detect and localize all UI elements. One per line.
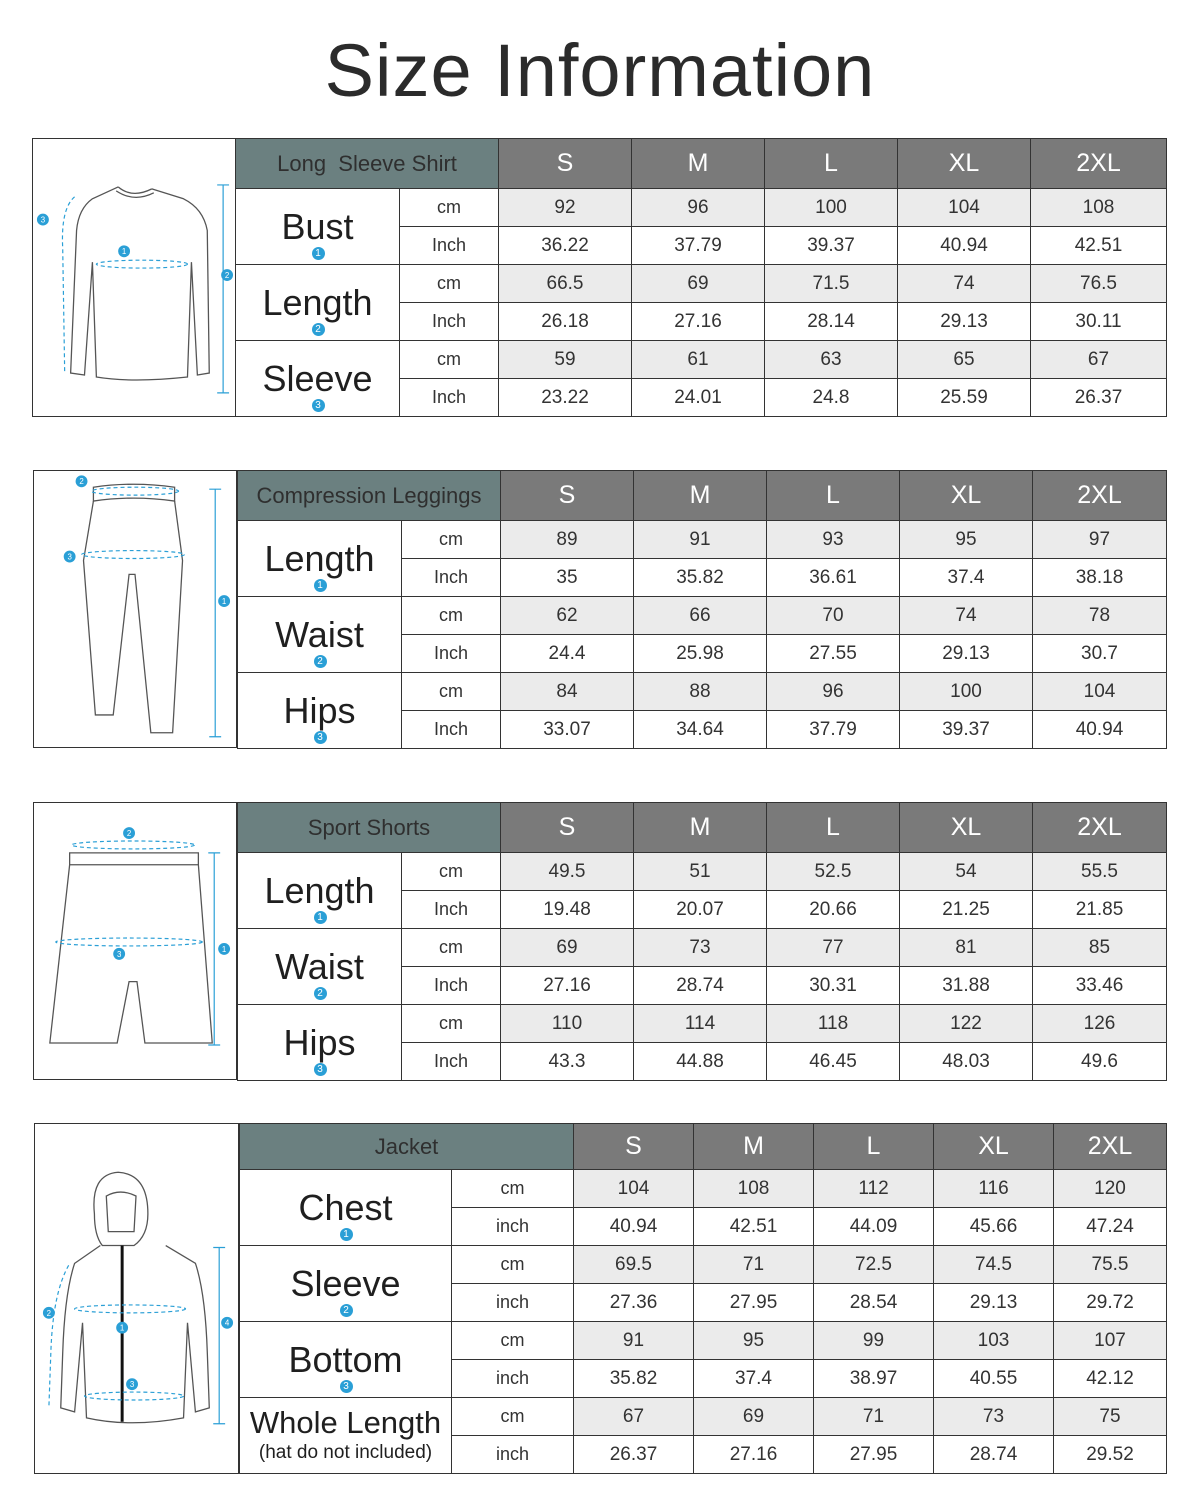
size-value: 29.52 (1054, 1436, 1167, 1474)
unit-label: cm (452, 1170, 574, 1208)
unit-label: cm (400, 189, 499, 227)
unit-label: inch (452, 1284, 574, 1322)
size-value: 23.22 (499, 379, 632, 417)
size-value: 91 (574, 1322, 694, 1360)
size-value: 37.79 (632, 227, 765, 265)
measurement-name: Hips (283, 1021, 356, 1063)
measurement-label (238, 1005, 402, 1081)
size-value: 44.88 (634, 1043, 767, 1081)
unit-label: cm (402, 673, 501, 711)
unit-label: cm (452, 1246, 574, 1284)
size-header: M (694, 1124, 814, 1170)
measurement-number-badge: 1 (312, 247, 325, 260)
size-value: 95 (694, 1322, 814, 1360)
measurement-name: Hips (283, 689, 356, 731)
size-value: 25.59 (898, 379, 1031, 417)
size-value: 114 (634, 1005, 767, 1043)
measurement-label (240, 1398, 452, 1474)
size-value: 66.5 (499, 265, 632, 303)
size-value: 27.36 (574, 1284, 694, 1322)
size-value: 69 (694, 1398, 814, 1436)
size-value: 37.4 (694, 1360, 814, 1398)
size-value: 29.13 (900, 635, 1033, 673)
size-value: 38.18 (1033, 559, 1167, 597)
unit-label: cm (452, 1322, 574, 1360)
size-value: 36.22 (499, 227, 632, 265)
size-value: 26.18 (499, 303, 632, 341)
size-value: 51 (634, 853, 767, 891)
size-value: 95 (900, 521, 1033, 559)
size-value: 118 (767, 1005, 900, 1043)
measurement-name: Waist (275, 945, 364, 987)
leggings-illustration (33, 470, 237, 748)
measurement-number-badge: 1 (314, 911, 327, 924)
size-value: 44.09 (814, 1208, 934, 1246)
size-value: 46.45 (767, 1043, 900, 1081)
size-value: 40.94 (574, 1208, 694, 1246)
table-name: Jacket (240, 1124, 574, 1170)
measurement-label (238, 597, 402, 673)
size-value: 28.54 (814, 1284, 934, 1322)
size-value: 96 (767, 673, 900, 711)
size-value: 63 (765, 341, 898, 379)
size-value: 21.25 (900, 891, 1033, 929)
size-value: 27.55 (767, 635, 900, 673)
unit-label: cm (402, 853, 501, 891)
size-value: 71.5 (765, 265, 898, 303)
size-value: 52.5 (767, 853, 900, 891)
size-value: 26.37 (574, 1436, 694, 1474)
size-value: 116 (934, 1170, 1054, 1208)
size-value: 91 (634, 521, 767, 559)
size-value: 27.16 (501, 967, 634, 1005)
unit-label: Inch (402, 1043, 501, 1081)
unit-label: cm (402, 929, 501, 967)
size-header: L (814, 1124, 934, 1170)
size-value: 19.48 (501, 891, 634, 929)
svg-text:4: 4 (224, 1318, 230, 1328)
size-value: 108 (1031, 189, 1167, 227)
size-value: 126 (1033, 1005, 1167, 1043)
size-value: 28.74 (934, 1436, 1054, 1474)
size-value: 54 (900, 853, 1033, 891)
size-value: 35.82 (574, 1360, 694, 1398)
measurement-name: Bust (281, 205, 354, 247)
size-header: M (634, 803, 767, 853)
measurement-number-badge: 3 (340, 1380, 353, 1393)
size-value: 73 (634, 929, 767, 967)
leggings-size-table (237, 470, 1167, 749)
table-name: Compression Leggings (238, 471, 501, 521)
size-value: 37.79 (767, 711, 900, 749)
leggings-icon (34, 471, 236, 747)
size-value: 30.11 (1031, 303, 1167, 341)
size-value: 29.13 (898, 303, 1031, 341)
measurement-name: Length (262, 281, 373, 323)
unit-label: Inch (402, 891, 501, 929)
measurement-number-badge: 2 (312, 323, 325, 336)
size-value: 81 (900, 929, 1033, 967)
size-value: 28.14 (765, 303, 898, 341)
size-header: 2XL (1054, 1124, 1167, 1170)
unit-label: Inch (400, 303, 499, 341)
measurement-name: Whole Length (249, 1405, 442, 1440)
measurement-label (240, 1170, 452, 1246)
svg-text:2: 2 (224, 270, 230, 280)
size-value: 110 (501, 1005, 634, 1043)
size-value: 27.95 (814, 1436, 934, 1474)
unit-label: cm (402, 597, 501, 635)
size-value: 104 (574, 1170, 694, 1208)
size-value: 27.16 (694, 1436, 814, 1474)
size-value: 38.97 (814, 1360, 934, 1398)
size-value: 74.5 (934, 1246, 1054, 1284)
size-value: 29.13 (934, 1284, 1054, 1322)
measurement-number-badge: 3 (312, 399, 325, 412)
size-value: 24.8 (765, 379, 898, 417)
long-sleeve-shirt-icon (33, 139, 235, 416)
size-value: 120 (1054, 1170, 1167, 1208)
size-value: 78 (1033, 597, 1167, 635)
svg-text:1: 1 (119, 1323, 125, 1333)
size-value: 84 (501, 673, 634, 711)
svg-text:2: 2 (79, 477, 84, 487)
size-value: 77 (767, 929, 900, 967)
measurement-label (240, 1322, 452, 1398)
size-value: 72.5 (814, 1246, 934, 1284)
size-value: 55.5 (1033, 853, 1167, 891)
measurement-note: (hat do not included) (258, 1442, 433, 1463)
measurement-name: Waist (275, 613, 364, 655)
jacket-illustration (34, 1123, 239, 1474)
size-value: 71 (694, 1246, 814, 1284)
size-header: L (765, 139, 898, 189)
size-value: 69.5 (574, 1246, 694, 1284)
size-header: M (632, 139, 765, 189)
size-value: 42.12 (1054, 1360, 1167, 1398)
size-value: 49.5 (501, 853, 634, 891)
svg-text:3: 3 (67, 552, 72, 562)
unit-label: inch (452, 1208, 574, 1246)
hooded-jacket-icon (35, 1124, 238, 1473)
table-name: Long Sleeve Shirt (236, 139, 499, 189)
size-value: 71 (814, 1398, 934, 1436)
unit-label: cm (402, 1005, 501, 1043)
size-value: 27.16 (632, 303, 765, 341)
shorts-size-table (237, 802, 1167, 1081)
shirt-illustration (32, 138, 236, 417)
size-value: 92 (499, 189, 632, 227)
size-value: 67 (1031, 341, 1167, 379)
measurement-name: Length (264, 869, 375, 911)
measurement-label (238, 673, 402, 749)
size-value: 42.51 (1031, 227, 1167, 265)
size-value: 40.55 (934, 1360, 1054, 1398)
unit-label: Inch (402, 635, 501, 673)
size-header: 2XL (1033, 471, 1167, 521)
size-value: 34.64 (634, 711, 767, 749)
unit-label: Inch (400, 379, 499, 417)
size-value: 39.37 (765, 227, 898, 265)
size-value: 33.07 (501, 711, 634, 749)
size-value: 31.88 (900, 967, 1033, 1005)
size-value: 69 (501, 929, 634, 967)
shorts-icon (34, 803, 236, 1079)
measurement-label (238, 853, 402, 929)
size-header: S (501, 471, 634, 521)
size-value: 40.94 (1033, 711, 1167, 749)
size-value: 112 (814, 1170, 934, 1208)
size-value: 47.24 (1054, 1208, 1167, 1246)
size-value: 43.3 (501, 1043, 634, 1081)
shirt-size-table (235, 138, 1167, 417)
size-value: 61 (632, 341, 765, 379)
unit-label: Inch (402, 559, 501, 597)
size-value: 67 (574, 1398, 694, 1436)
measurement-label (236, 189, 400, 265)
size-value: 30.31 (767, 967, 900, 1005)
size-value: 30.7 (1033, 635, 1167, 673)
measurement-number-badge: 1 (314, 579, 327, 592)
size-value: 99 (814, 1322, 934, 1360)
svg-text:1: 1 (121, 247, 127, 257)
size-header: S (574, 1124, 694, 1170)
size-value: 42.51 (694, 1208, 814, 1246)
size-value: 104 (1033, 673, 1167, 711)
size-header: L (767, 803, 900, 853)
measurement-number-badge: 2 (340, 1304, 353, 1317)
size-value: 29.72 (1054, 1284, 1167, 1322)
size-header: XL (898, 139, 1031, 189)
size-value: 36.61 (767, 559, 900, 597)
size-value: 93 (767, 521, 900, 559)
size-value: 85 (1033, 929, 1167, 967)
size-value: 24.4 (501, 635, 634, 673)
size-header: XL (934, 1124, 1054, 1170)
svg-text:2: 2 (46, 1308, 52, 1318)
unit-label: Inch (402, 711, 501, 749)
size-value: 74 (900, 597, 1033, 635)
measurement-name: Length (264, 537, 375, 579)
size-header: 2XL (1031, 139, 1167, 189)
size-value: 97 (1033, 521, 1167, 559)
measurement-name: Bottom (288, 1338, 403, 1380)
size-value: 28.74 (634, 967, 767, 1005)
unit-label: cm (452, 1398, 574, 1436)
size-header: XL (900, 471, 1033, 521)
svg-text:3: 3 (116, 949, 122, 959)
measurement-number-badge: 2 (314, 655, 327, 668)
unit-label: cm (400, 341, 499, 379)
size-value: 107 (1054, 1322, 1167, 1360)
size-value: 59 (499, 341, 632, 379)
measurement-name: Sleeve (290, 1262, 401, 1304)
size-value: 96 (632, 189, 765, 227)
size-value: 70 (767, 597, 900, 635)
size-value: 76.5 (1031, 265, 1167, 303)
jacket-size-table (239, 1123, 1167, 1474)
size-value: 27.95 (694, 1284, 814, 1322)
size-value: 39.37 (900, 711, 1033, 749)
unit-label: cm (400, 265, 499, 303)
size-value: 45.66 (934, 1208, 1054, 1246)
size-value: 25.98 (634, 635, 767, 673)
measurement-number-badge: 1 (340, 1228, 353, 1241)
measurement-name: Chest (298, 1186, 393, 1228)
svg-text:1: 1 (221, 597, 227, 607)
size-value: 21.85 (1033, 891, 1167, 929)
measurement-number-badge: 3 (314, 731, 327, 744)
size-header: S (501, 803, 634, 853)
unit-label: inch (452, 1436, 574, 1474)
measurement-label (238, 929, 402, 1005)
measurement-number-badge: 3 (314, 1063, 327, 1076)
svg-text:3: 3 (40, 215, 46, 225)
size-value: 35 (501, 559, 634, 597)
size-value: 69 (632, 265, 765, 303)
svg-text:3: 3 (129, 1380, 135, 1390)
size-value: 73 (934, 1398, 1054, 1436)
size-value: 103 (934, 1322, 1054, 1360)
size-value: 20.07 (634, 891, 767, 929)
size-header: M (634, 471, 767, 521)
unit-label: Inch (402, 967, 501, 1005)
size-value: 40.94 (898, 227, 1031, 265)
size-value: 33.46 (1033, 967, 1167, 1005)
unit-label: Inch (400, 227, 499, 265)
unit-label: inch (452, 1360, 574, 1398)
size-value: 89 (501, 521, 634, 559)
size-value: 49.6 (1033, 1043, 1167, 1081)
measurement-label (240, 1246, 452, 1322)
size-value: 74 (898, 265, 1031, 303)
size-value: 62 (501, 597, 634, 635)
size-header: XL (900, 803, 1033, 853)
size-value: 48.03 (900, 1043, 1033, 1081)
size-value: 75.5 (1054, 1246, 1167, 1284)
measurement-number-badge: 2 (314, 987, 327, 1000)
size-value: 37.4 (900, 559, 1033, 597)
measurement-label (238, 521, 402, 597)
shorts-illustration (33, 802, 237, 1080)
size-value: 122 (900, 1005, 1033, 1043)
size-value: 100 (765, 189, 898, 227)
size-value: 104 (898, 189, 1031, 227)
measurement-label (236, 341, 400, 417)
size-value: 108 (694, 1170, 814, 1208)
size-header: L (767, 471, 900, 521)
size-value: 88 (634, 673, 767, 711)
unit-label: cm (402, 521, 501, 559)
page-title: Size Information (324, 29, 876, 112)
size-value: 65 (898, 341, 1031, 379)
svg-text:2: 2 (126, 829, 132, 839)
size-value: 26.37 (1031, 379, 1167, 417)
measurement-name: Sleeve (262, 357, 373, 399)
size-header: 2XL (1033, 803, 1167, 853)
size-value: 66 (634, 597, 767, 635)
measurement-label (236, 265, 400, 341)
svg-text:1: 1 (221, 944, 227, 954)
size-value: 35.82 (634, 559, 767, 597)
size-header: S (499, 139, 632, 189)
size-value: 100 (900, 673, 1033, 711)
size-value: 20.66 (767, 891, 900, 929)
size-value: 75 (1054, 1398, 1167, 1436)
table-name: Sport Shorts (238, 803, 501, 853)
size-value: 24.01 (632, 379, 765, 417)
